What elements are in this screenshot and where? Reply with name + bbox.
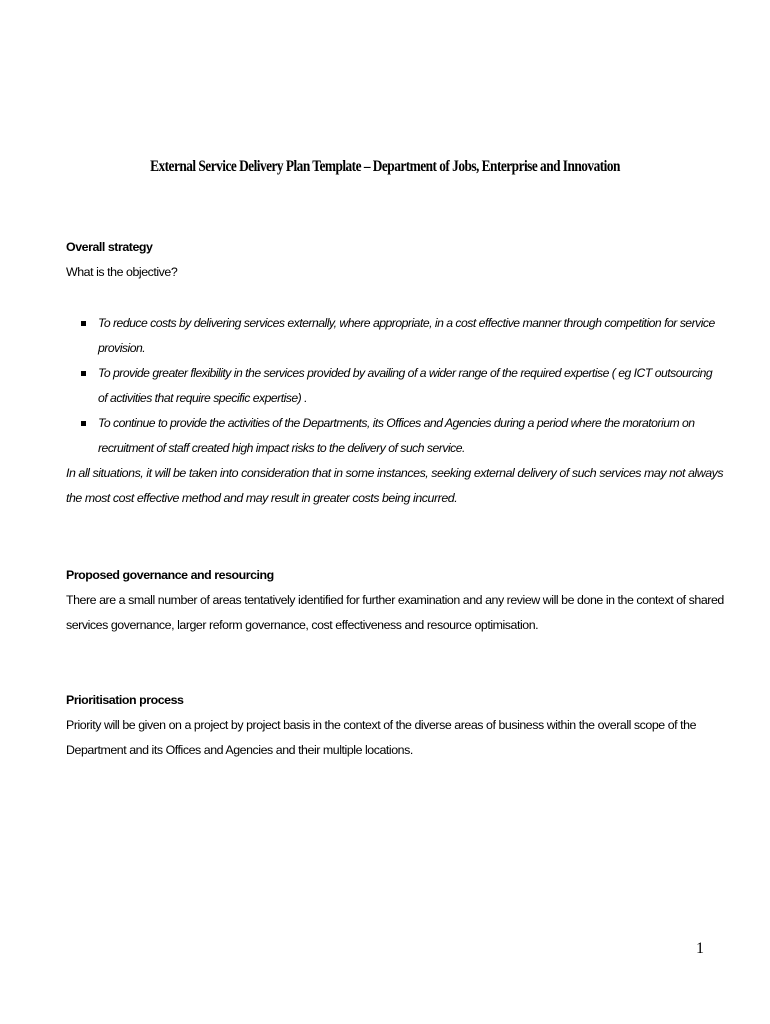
strategy-note-text: In all situations, it will be taken into consideration that in some instances, seeking external delivery of such services may not always the most cost effective method and may result in greater costs being incurred. [66, 466, 724, 505]
overall-strategy-heading: Overall strategy [66, 240, 153, 254]
list-item [80, 361, 720, 411]
objective-question: What is the objective? [66, 265, 178, 279]
list-item [80, 411, 720, 461]
prioritisation-section [66, 688, 726, 763]
bullet-square-icon [81, 371, 86, 376]
governance-section [66, 563, 726, 638]
list-item [80, 311, 720, 361]
prioritisation-text: Priority will be given on a project by project basis in the context of the diverse areas of business within the overall scope of the Department and its Offices and Agencies and their multiple locations. [66, 718, 697, 757]
objective-bullet-list [80, 311, 720, 461]
strategy-note [66, 461, 726, 511]
governance-heading: Proposed governance and resourcing [66, 568, 274, 582]
prioritisation-heading: Prioritisation process [66, 693, 184, 707]
bullet-square-icon [81, 421, 86, 426]
page-number: 1 [696, 940, 704, 957]
document-title: External Service Delivery Plan Template – Department of Jobs, Enterprise and Innovation [150, 158, 620, 175]
bullet-text: To continue to provide the activities of the Departments, its Offices and Agencies during a period where the moratorium on recruitment of staff created high impact risks to the delivery of such service. [98, 416, 695, 455]
bullet-square-icon [81, 321, 86, 326]
overall-strategy-section [66, 235, 726, 285]
bullet-text: To provide greater flexibility in the services provided by availing of a wider range of the required expertise ( eg ICT outsourcing of activities that require specific expertise) . [98, 366, 713, 405]
governance-text: There are a small number of areas tentatively identified for further examination and any review will be done in the context of shared services governance, larger reform governance, cost effectiveness and resource optimisation. [66, 593, 724, 632]
bullet-text: To reduce costs by delivering services externally, where appropriate, in a cost effective manner through competition for service provision. [98, 316, 715, 355]
